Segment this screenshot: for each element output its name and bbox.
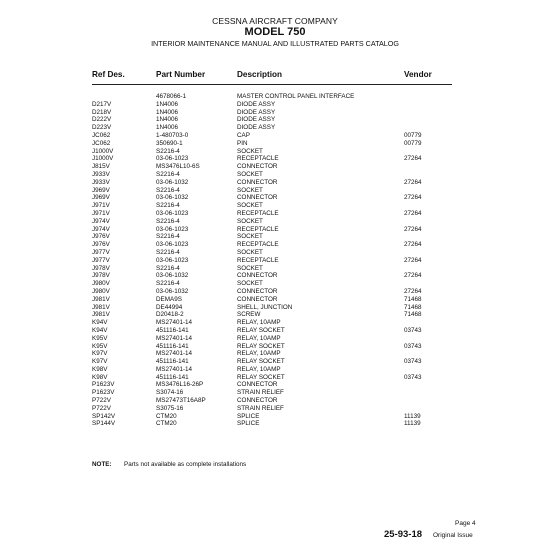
cell-description: RELAY, 10AMP <box>237 334 281 342</box>
table-row <box>0 226 550 234</box>
cell-description: PIN <box>237 139 248 147</box>
cell-part-number: 4678066-1 <box>156 93 187 100</box>
cell-ref-des: P722V <box>92 404 111 412</box>
cell-part-number: S2216-4 <box>156 147 180 155</box>
cell-part-number: DEMA9S <box>156 295 182 303</box>
parts-table <box>0 93 550 428</box>
cell-description: STRAIN RELIEF <box>237 389 284 397</box>
cell-ref-des: K94V <box>92 326 108 334</box>
cell-part-number: 1-480703-0 <box>156 131 189 139</box>
cell-description: CONNECTOR <box>237 397 278 405</box>
cell-ref-des: J981V <box>92 295 110 303</box>
cell-vendor: 03743 <box>404 358 422 366</box>
column-header-part: Part Number <box>156 70 206 79</box>
table-row <box>0 304 550 312</box>
cell-ref-des: K98V <box>92 373 108 381</box>
table-row <box>0 179 550 187</box>
cell-ref-des: J1000V <box>92 147 114 155</box>
cell-part-number: 03-06-1023 <box>156 225 189 233</box>
cell-part-number: 03-06-1032 <box>156 194 189 202</box>
table-row <box>0 101 550 109</box>
cell-description: SOCKET <box>237 233 263 241</box>
cell-ref-des: J933V <box>92 178 110 186</box>
cell-part-number: 451116-141 <box>156 342 189 350</box>
cell-part-number: S2216-4 <box>156 186 180 194</box>
cell-description: SOCKET <box>237 147 263 155</box>
table-row <box>0 413 550 421</box>
cell-part-number: 03-06-1023 <box>156 155 189 163</box>
cell-part-number: CTM20 <box>156 412 177 420</box>
cell-description: CAP <box>237 131 250 139</box>
cell-part-number: 03-06-1023 <box>156 209 189 217</box>
cell-vendor: 27264 <box>404 209 422 217</box>
cell-ref-des: P722V <box>92 397 111 405</box>
table-row <box>0 249 550 257</box>
cell-part-number: S2216-4 <box>156 264 180 272</box>
cell-vendor: 27264 <box>404 287 422 295</box>
cell-ref-des: D222V <box>92 116 112 124</box>
table-row <box>0 163 550 171</box>
cell-ref-des: J1000V <box>92 155 114 163</box>
manual-subtitle: INTERIOR MAINTENANCE MANUAL AND ILLUSTRATED PARTS CATALOG <box>151 39 399 48</box>
cell-description: DIODE ASSY <box>237 124 276 132</box>
cell-ref-des: D223V <box>92 124 112 132</box>
cell-ref-des: J980V <box>92 280 110 288</box>
cell-part-number: MS3476L16-26P <box>156 381 204 389</box>
cell-description: SCREW <box>237 311 261 319</box>
cell-ref-des: K95V <box>92 342 108 350</box>
table-row <box>0 93 550 101</box>
cell-part-number: MS27401-14 <box>156 365 193 373</box>
cell-ref-des: J977V <box>92 248 110 256</box>
model-title: MODEL 750 <box>244 26 306 38</box>
cell-part-number: S3075-16 <box>156 404 184 412</box>
note-label: NOTE: <box>92 461 112 468</box>
cell-vendor: 71468 <box>404 311 422 319</box>
table-row <box>0 389 550 397</box>
cell-description: CONNECTOR <box>237 287 278 295</box>
table-row <box>0 280 550 288</box>
cell-description: CONNECTOR <box>237 295 278 303</box>
cell-ref-des: J978V <box>92 264 110 272</box>
cell-part-number: 03-06-1023 <box>156 256 189 264</box>
cell-part-number: S3074-16 <box>156 389 184 397</box>
cell-description: DIODE ASSY <box>237 100 276 108</box>
cell-ref-des: J980V <box>92 287 110 295</box>
cell-description: DIODE ASSY <box>237 108 276 116</box>
cell-vendor: 00779 <box>404 131 422 139</box>
cell-part-number: MS27401-14 <box>156 350 193 358</box>
table-row <box>0 241 550 249</box>
cell-vendor: 27264 <box>404 241 422 249</box>
cell-ref-des: D218V <box>92 108 112 116</box>
cell-ref-des: J976V <box>92 233 110 241</box>
cell-vendor: 00779 <box>404 139 422 147</box>
cell-ref-des: J978V <box>92 272 110 280</box>
cell-description: CONNECTOR <box>237 381 278 389</box>
page-header <box>0 16 550 48</box>
column-header-vendor: Vendor <box>404 70 432 79</box>
table-row <box>0 319 550 327</box>
issue-label: Original Issue <box>433 532 473 539</box>
cell-ref-des: SP144V <box>92 420 116 428</box>
cell-part-number: S2216-4 <box>156 170 180 178</box>
cell-part-number: S2216-4 <box>156 248 180 256</box>
cell-part-number: 451116-141 <box>156 358 189 366</box>
cell-part-number: 1N4006 <box>156 108 179 116</box>
cell-ref-des: J815V <box>92 163 110 171</box>
cell-description: CONNECTOR <box>237 163 278 171</box>
company-name: CESSNA AIRCRAFT COMPANY <box>212 16 338 26</box>
cell-description: RELAY SOCKET <box>237 342 285 350</box>
cell-part-number: MS27473T16A8P <box>156 397 206 405</box>
cell-description: SOCKET <box>237 264 263 272</box>
cell-part-number: S2216-4 <box>156 280 180 288</box>
cell-vendor: 27264 <box>404 225 422 233</box>
table-row <box>0 257 550 265</box>
table-row <box>0 187 550 195</box>
table-row <box>0 397 550 405</box>
cell-description: SOCKET <box>237 170 263 178</box>
cell-vendor: 11139 <box>404 412 421 420</box>
cell-ref-des: D217V <box>92 100 112 108</box>
table-row <box>0 358 550 366</box>
cell-description: CONNECTOR <box>237 272 278 280</box>
cell-ref-des: JC062 <box>92 131 111 139</box>
cell-part-number: D20418-2 <box>156 311 184 319</box>
cell-part-number: 350690-1 <box>156 139 183 147</box>
cell-ref-des: K97V <box>92 358 108 366</box>
cell-description: SHELL, JUNCTION <box>237 303 293 311</box>
table-row <box>0 233 550 241</box>
cell-ref-des: J976V <box>92 241 110 249</box>
cell-part-number: 1N4006 <box>156 116 179 124</box>
table-row <box>0 194 550 202</box>
table-row <box>0 405 550 413</box>
cell-part-number: MS27401-14 <box>156 334 193 342</box>
note <box>92 461 247 468</box>
cell-description: CONNECTOR <box>237 178 278 186</box>
cell-description: STRAIN RELIEF <box>237 404 284 412</box>
cell-description: RECEPTACLE <box>237 225 279 233</box>
column-header-ref: Ref Des. <box>92 70 125 79</box>
cell-part-number: S2216-4 <box>156 202 180 210</box>
cell-ref-des: J971V <box>92 209 110 217</box>
cell-ref-des: K94V <box>92 319 108 327</box>
cell-description: RECEPTACLE <box>237 241 279 249</box>
table-row <box>0 132 550 140</box>
table-row <box>0 420 550 428</box>
cell-description: SPLICE <box>237 412 260 420</box>
cell-ref-des: J969V <box>92 186 110 194</box>
cell-part-number: 451116-141 <box>156 373 189 381</box>
cell-ref-des: J977V <box>92 256 110 264</box>
cell-description: CONNECTOR <box>237 194 278 202</box>
cell-vendor: 03743 <box>404 373 422 381</box>
table-row <box>0 265 550 273</box>
cell-part-number: 03-06-1032 <box>156 272 189 280</box>
cell-description: SOCKET <box>237 248 263 256</box>
cell-description: RECEPTACLE <box>237 209 279 217</box>
table-row <box>0 327 550 335</box>
cell-ref-des: J981V <box>92 303 110 311</box>
cell-description: SOCKET <box>237 280 263 288</box>
cell-ref-des: K95V <box>92 334 108 342</box>
cell-vendor: 03743 <box>404 326 422 334</box>
cell-vendor: 27264 <box>404 256 422 264</box>
cell-ref-des: J969V <box>92 194 110 202</box>
cell-ref-des: P1623V <box>92 381 115 389</box>
cell-description: RELAY SOCKET <box>237 373 285 381</box>
table-row <box>0 350 550 358</box>
table-row <box>0 124 550 132</box>
table-row <box>0 109 550 117</box>
cell-description: RECEPTACLE <box>237 256 279 264</box>
cell-description: RELAY, 10AMP <box>237 319 281 327</box>
cell-part-number: 451116-141 <box>156 326 189 334</box>
table-row <box>0 171 550 179</box>
table-row <box>0 210 550 218</box>
note-text: Parts not available as complete installations <box>124 461 247 468</box>
cell-description: RELAY SOCKET <box>237 358 285 366</box>
cell-description: RECEPTACLE <box>237 155 279 163</box>
cell-part-number: 1N4006 <box>156 100 179 108</box>
cell-part-number: MS27401-14 <box>156 319 193 327</box>
cell-part-number: CTM20 <box>156 420 177 428</box>
cell-vendor: 27264 <box>404 155 422 163</box>
cell-description: SOCKET <box>237 186 263 194</box>
cell-part-number: DE44994 <box>156 303 183 311</box>
cell-ref-des: JC062 <box>92 139 111 147</box>
cell-description: RELAY SOCKET <box>237 326 285 334</box>
cell-part-number: MS3476L10-6S <box>156 163 200 171</box>
cell-description: SOCKET <box>237 202 263 210</box>
cell-ref-des: K97V <box>92 350 108 358</box>
table-row <box>0 343 550 351</box>
cell-vendor: 03743 <box>404 342 422 350</box>
cell-part-number: 1N4006 <box>156 124 179 132</box>
cell-part-number: 03-06-1032 <box>156 287 189 295</box>
table-row <box>0 366 550 374</box>
cell-ref-des: P1623V <box>92 389 115 397</box>
cell-ref-des: J974V <box>92 217 110 225</box>
cell-description: MASTER CONTROL PANEL INTERFACE <box>237 93 355 100</box>
table-row <box>0 116 550 124</box>
table-row <box>0 155 550 163</box>
cell-part-number: 03-06-1023 <box>156 241 189 249</box>
page-number: Page 4 <box>455 520 476 527</box>
cell-description: SOCKET <box>237 217 263 225</box>
cell-ref-des: J974V <box>92 225 110 233</box>
cell-part-number: 03-06-1032 <box>156 178 189 186</box>
cell-vendor: 27264 <box>404 272 422 280</box>
table-row <box>0 202 550 210</box>
cell-description: DIODE ASSY <box>237 116 276 124</box>
cell-part-number: S2216-4 <box>156 233 180 241</box>
cell-ref-des: J971V <box>92 202 110 210</box>
table-row <box>0 311 550 319</box>
cell-part-number: S2216-4 <box>156 217 180 225</box>
cell-vendor: 71468 <box>404 303 422 311</box>
cell-ref-des: SP142V <box>92 412 116 420</box>
cell-vendor: 27264 <box>404 194 422 202</box>
column-header-description: Description <box>237 70 283 79</box>
cell-vendor: 71468 <box>404 295 422 303</box>
table-row <box>0 374 550 382</box>
table-row <box>0 288 550 296</box>
cell-description: RELAY, 10AMP <box>237 365 281 373</box>
table-row <box>0 148 550 156</box>
table-row <box>0 218 550 226</box>
table-row <box>0 335 550 343</box>
table-row <box>0 140 550 148</box>
document-number: 25-93-18 <box>384 529 423 540</box>
cell-vendor: 27264 <box>404 178 422 186</box>
cell-ref-des: J981V <box>92 311 110 319</box>
cell-ref-des: J933V <box>92 170 110 178</box>
cell-ref-des: K98V <box>92 365 108 373</box>
cell-vendor: 11139 <box>404 420 421 428</box>
header-divider <box>92 84 452 85</box>
table-row <box>0 381 550 389</box>
table-row <box>0 296 550 304</box>
table-row <box>0 272 550 280</box>
cell-description: RELAY, 10AMP <box>237 350 281 358</box>
cell-description: SPLICE <box>237 420 260 428</box>
